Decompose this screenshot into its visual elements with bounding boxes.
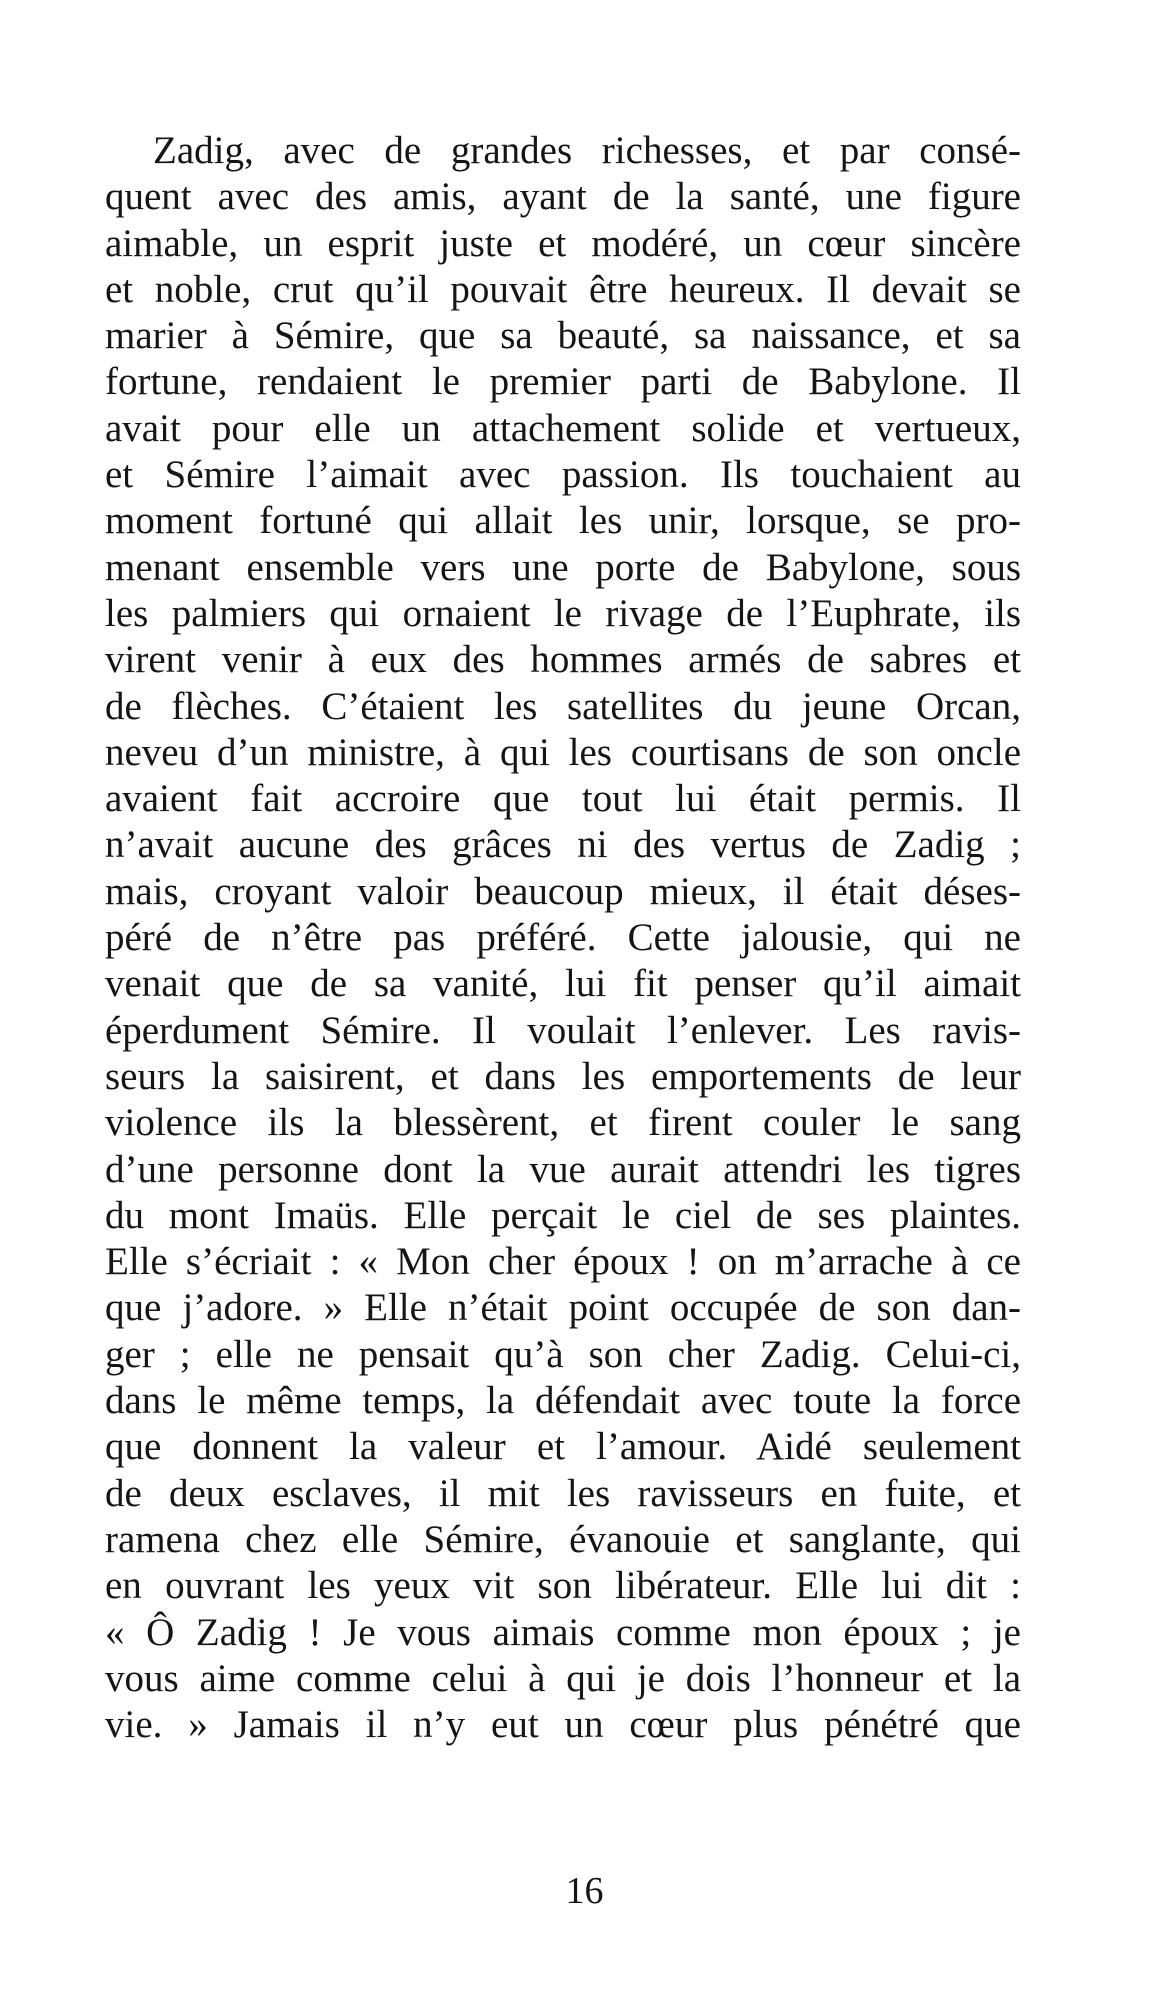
text-line: vie. » Jamais il n’y eut un cœur plus pénétré que	[105, 1703, 1021, 1747]
text-line: menant ensemble vers une porte de Babylone, sous	[105, 545, 1021, 589]
text-line: vous aime comme celui à qui je dois l’honneur et la	[105, 1656, 1021, 1700]
text-line: seurs la saisirent, et dans les emportements de leur	[105, 1054, 1021, 1098]
text-line: venait que de sa vanité, lui fit penser qu’il aimait	[105, 962, 1021, 1006]
text-line: marier à Sémire, que sa beauté, sa naissance, et sa	[105, 314, 1021, 358]
text-line: du mont Imaüs. Elle perçait le ciel de ses plaintes.	[105, 1193, 1021, 1237]
text-line: que donnent la valeur et l’amour. Aidé seulement	[105, 1425, 1021, 1469]
text-line: et Sémire l’aimait avec passion. Ils touchaient au	[105, 453, 1021, 497]
text-line: n’avait aucune des grâces ni des vertus de Zadig ;	[105, 823, 1021, 867]
text-line: mais, croyant valoir beaucoup mieux, il était déses-	[105, 869, 1021, 913]
text-line: moment fortuné qui allait les unir, lorsque, se pro-	[105, 499, 1021, 543]
text-line: neveu d’un ministre, à qui les courtisans de son oncle	[105, 730, 1021, 774]
text-line: de flèches. C’étaient les satellites du jeune Orcan,	[105, 684, 1021, 728]
text-line: péré de n’être pas préféré. Cette jalousie, qui ne	[105, 916, 1021, 960]
text-line: avait pour elle un attachement solide et vertueux,	[105, 406, 1021, 450]
text-line: dans le même temps, la défendait avec toute la force	[105, 1379, 1021, 1423]
page-number: 16	[565, 1870, 604, 1912]
text-line: aimable, un esprit juste et modéré, un cœur sincère	[105, 221, 1021, 265]
text-line: virent venir à eux des hommes armés de sabres et	[105, 638, 1021, 682]
text-line: de deux esclaves, il mit les ravisseurs en fuite, et	[105, 1471, 1021, 1515]
text-line: fortune, rendaient le premier parti de Babylone. Il	[105, 360, 1021, 404]
text-line: avaient fait accroire que tout lui était permis. Il	[105, 777, 1021, 821]
body-paragraph	[105, 128, 1021, 1748]
text-line: ramena chez elle Sémire, évanouie et sanglante, qui	[105, 1517, 1021, 1561]
text-line: violence ils la blessèrent, et firent couler le sang	[105, 1101, 1021, 1145]
text-line: d’une personne dont la vue aurait attendri les tigres	[105, 1147, 1021, 1191]
text-line: « Ô Zadig ! Je vous aimais comme mon époux ; je	[105, 1610, 1021, 1654]
text-line: Elle s’écriait : « Mon cher époux ! on m’arrache à ce	[105, 1240, 1021, 1284]
text-line: que j’adore. » Elle n’était point occupée de son dan-	[105, 1286, 1021, 1330]
text-line: et noble, crut qu’il pouvait être heureux. Il devait se	[105, 267, 1021, 311]
text-line: en ouvrant les yeux vit son libérateur. Elle lui dit :	[105, 1564, 1021, 1608]
text-line: Zadig, avec de grandes richesses, et par consé-	[153, 129, 1021, 172]
text-line: ger ; elle ne pensait qu’à son cher Zadig. Celui-ci,	[105, 1332, 1021, 1376]
text-line: les palmiers qui ornaient le rivage de l’Euphrate, ils	[105, 591, 1021, 635]
text-line: éperdument Sémire. Il voulait l’enlever. Les ravis-	[105, 1008, 1021, 1052]
text-line: quent avec des amis, ayant de la santé, une figure	[105, 175, 1021, 219]
